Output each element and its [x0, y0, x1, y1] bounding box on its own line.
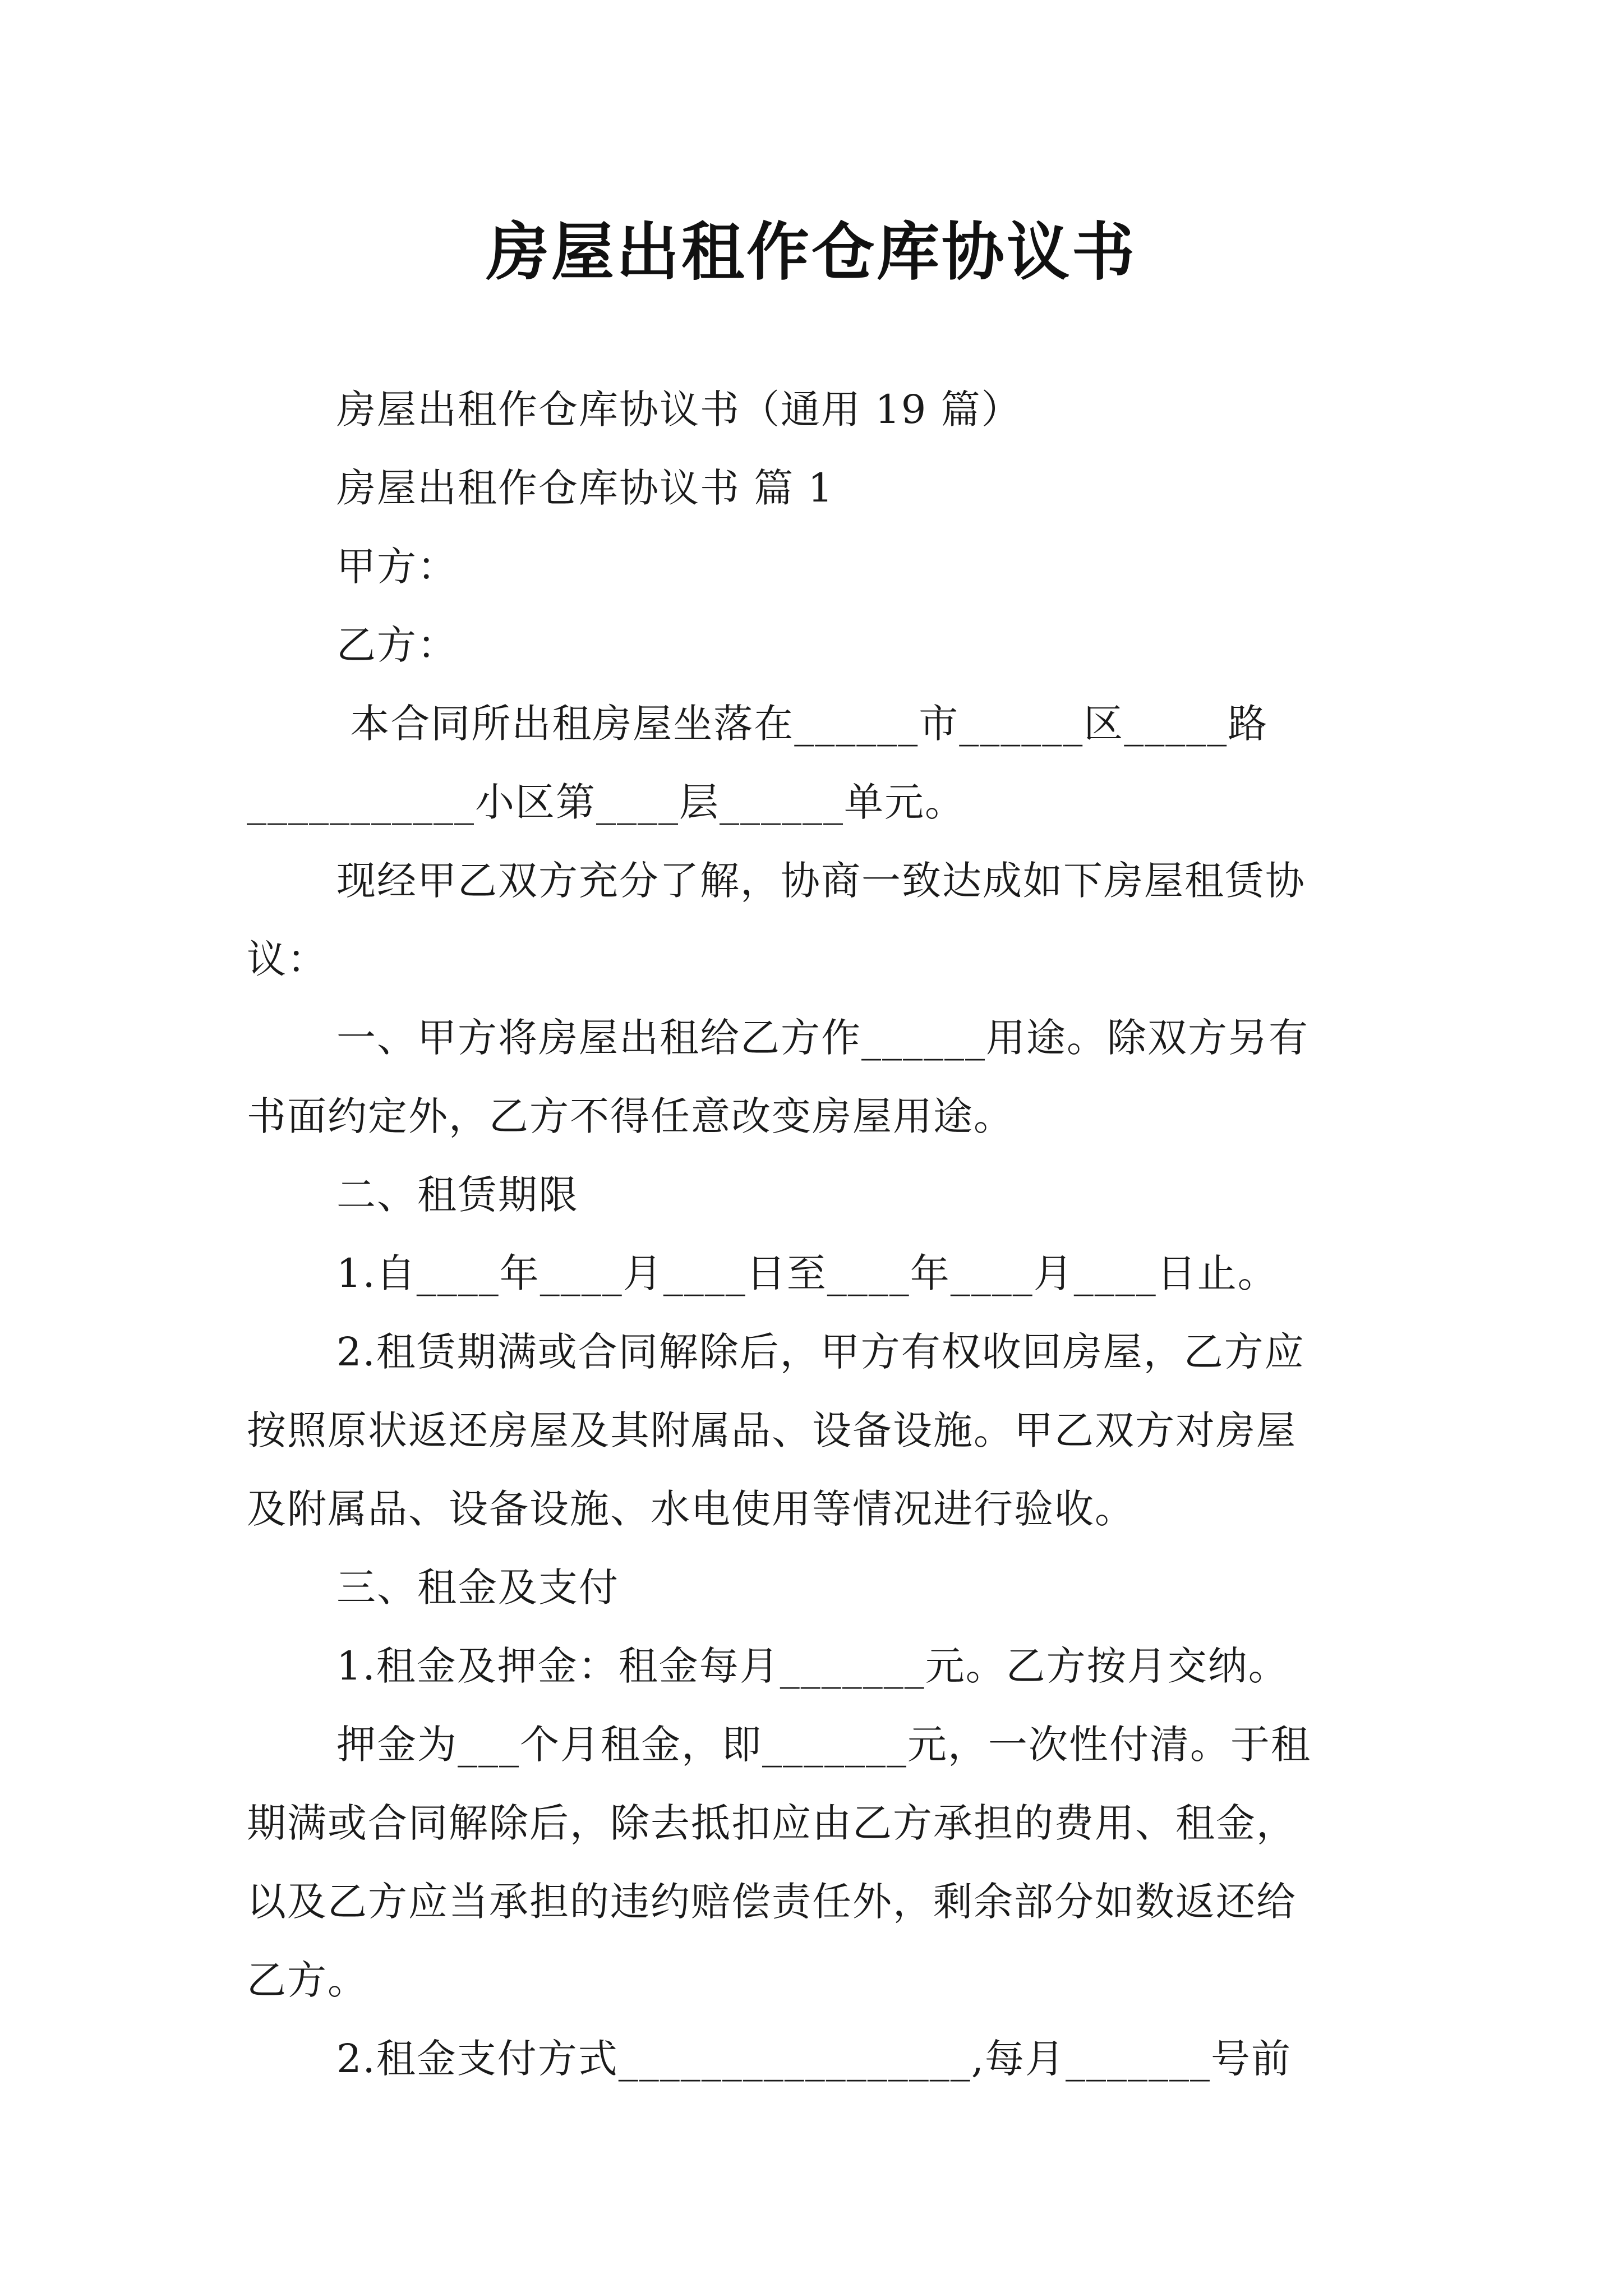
- paragraph-text: 房屋出租作仓库协议书 篇 1: [336, 465, 834, 511]
- paragraph-text: 三、租金及支付: [336, 1565, 619, 1611]
- paragraph-text: 乙方：: [336, 622, 458, 668]
- paragraph-text: 本合同所出租房屋坐落在______市______区_____路: [336, 701, 1269, 747]
- paragraph-text: 及附属品、设备设施、水电使用等情况进行验收。: [247, 1486, 1135, 1532]
- paragraph-text: 期满或合同解除后，除去抵扣应由乙方承担的费用、租金，: [247, 1800, 1297, 1846]
- paragraph-text: 以及乙方应当承担的违约赔偿责任外，剩余部分如数返还给: [247, 1879, 1297, 1925]
- paragraph-text: 2.租赁期满或合同解除后，甲方有权收回房屋，乙方应: [336, 1329, 1305, 1375]
- paragraph-text: 1.自____年____月____日至____年____月____日止。: [336, 1250, 1278, 1296]
- paragraph-text: 一、甲方将房屋出租给乙方作______用途。除双方另有: [336, 1015, 1309, 1061]
- paragraph-text: 押金为___个月租金，即_______元，一次性付清。于租: [336, 1722, 1311, 1768]
- paragraph-text: 书面约定外，乙方不得任意改变房屋用途。: [247, 1093, 1014, 1139]
- paragraph-text: 房屋出租作仓库协议书（通用 19 篇）: [336, 386, 1022, 432]
- paragraph-text: 甲方：: [336, 544, 458, 590]
- paragraph-text: 1.租金及押金：租金每月_______元。乙方按月交纳。: [336, 1643, 1289, 1689]
- document-title: 房屋出租作仓库协议书: [486, 215, 1137, 289]
- paragraph-text: ___________小区第____层______单元。: [247, 779, 965, 825]
- paragraph-text: 乙方。: [247, 1957, 368, 2003]
- paragraph-text: 现经甲乙双方充分了解，协商一致达成如下房屋租赁协: [336, 858, 1306, 904]
- paragraph-text: 议：: [247, 936, 328, 982]
- paragraph-text: 2.租金支付方式_________________,每月_______号前: [336, 2036, 1292, 2082]
- paragraph-text: 二、租赁期限: [336, 1172, 579, 1218]
- paragraph-text: 按照原状返还房屋及其附属品、设备设施。甲乙双方对房屋: [247, 1407, 1297, 1453]
